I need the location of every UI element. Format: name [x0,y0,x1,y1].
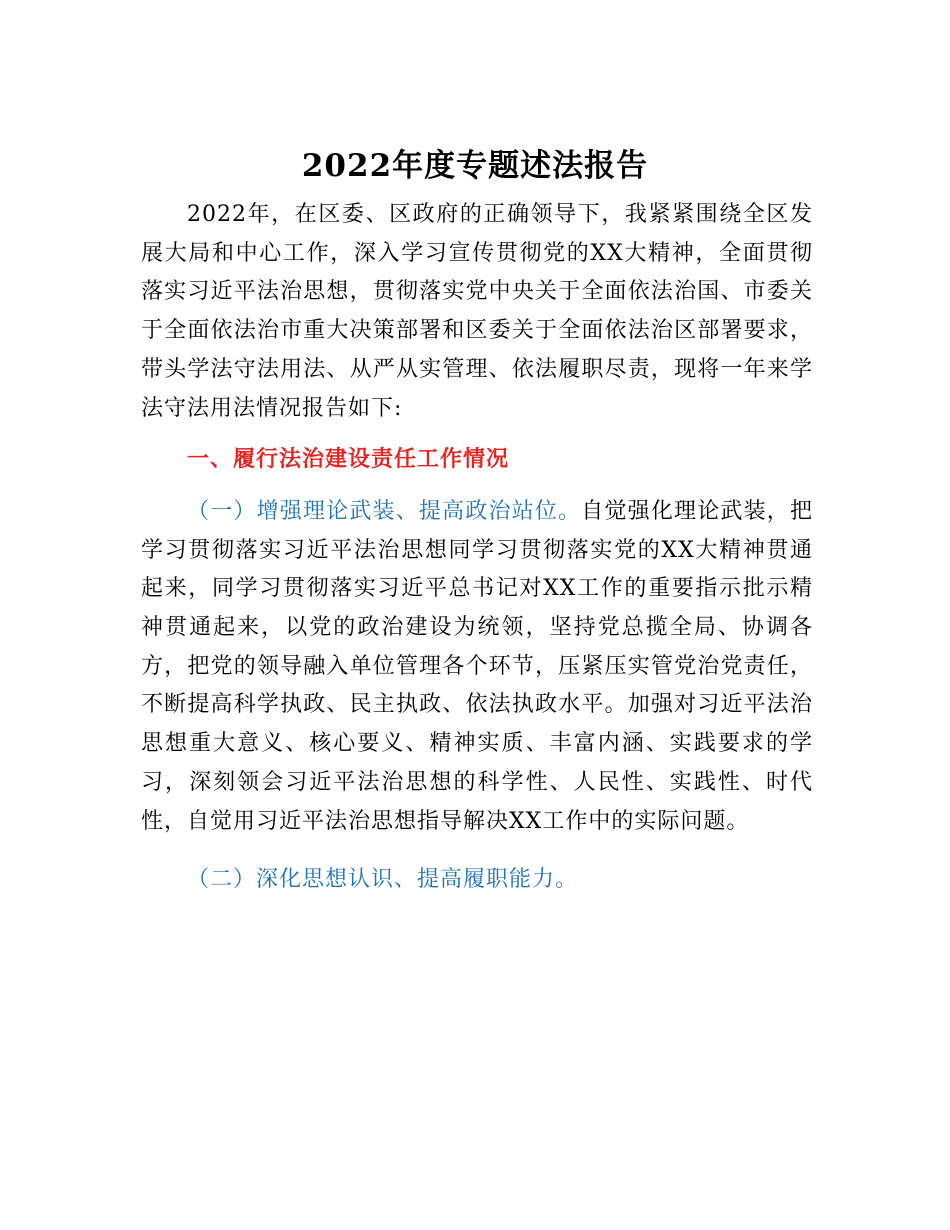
subsection-paragraph-1 [141,493,813,841]
subsection-paragraph-2 [141,861,813,900]
document-title: 2022年度专题述法报告 [301,148,649,184]
document-body [141,196,813,900]
intro-paragraph: 2022年，在区委、区政府的正确领导下，我紧紧围绕全区发展大局和中心工作，深入学习宣传贯彻党的XX大精神，全面贯彻落实习近平法治思想，贯彻落实党中央关于全面依法治国、市委关于全面依法治市重大决策部署和区委关于全面依法治区部署要求，带头学法守法用法、从严从实管理、依法履职尽责，现将一年来学法守法用法情况报告如下: [141,202,813,421]
subsection-text-1: 自觉强化理论武装，把学习贯彻落实习近平法治思想同学习贯彻落实党的XX大精神贯通起来，同学习贯彻落实习近平总书记对XX工作的重要指示批示精神贯通起来，以党的政治建设为统领，坚持党总揽全局、协调各方，把党的领导融入单位管理各个环节，压紧压实管党治党责任，不断提高科学执政、民主执政、依法执政水平。加强对习近平法治思想重大意义、核心要义、精神实质、丰富内涵、实践要求的学习，深刻领会习近平法治思想的科学性、人民性、实践性、时代性，自觉用习近平法治思想指导解决XX工作中的实际问题。 [141,498,813,834]
subsection-heading-1: （一）增强理论武装、提高政治站位。 [187,498,582,524]
section-heading-1: 一、履行法治建设责任工作情况 [187,447,510,473]
paragraph-spacer [141,841,813,861]
subsection-heading-2: （二）深化思想认识、提高履职能力。 [187,867,579,893]
